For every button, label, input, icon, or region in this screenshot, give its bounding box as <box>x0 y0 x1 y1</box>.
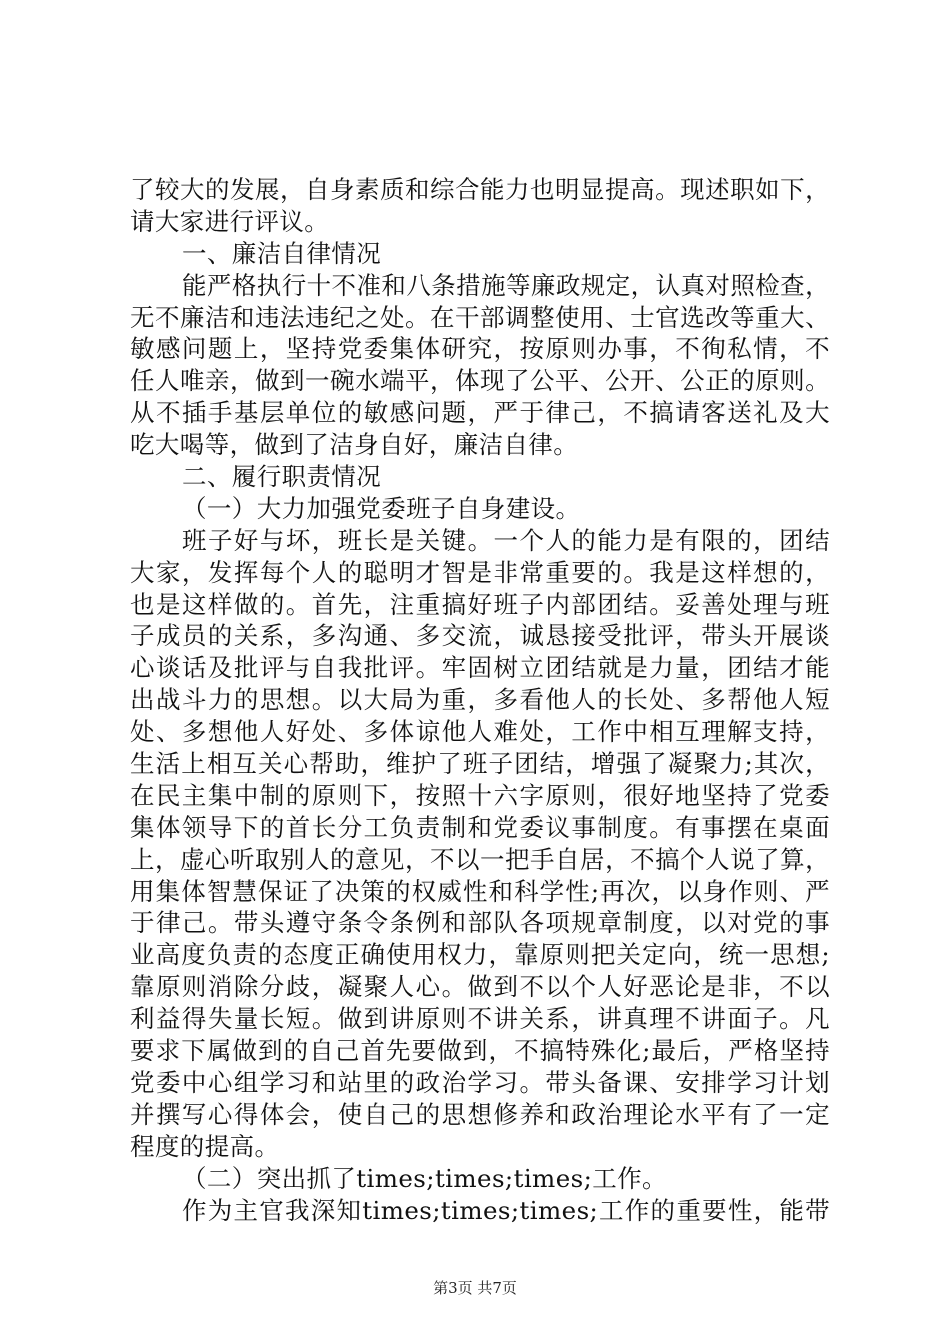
text-line: 心谈话及批评与自我批评。牢固树立团结就是力量，团结才能 <box>130 653 830 683</box>
text-line: 上，虚心听取别人的意见，不以一把手自居，不搞个人说了算， <box>130 844 830 874</box>
text-line: 作为主官我深知times;times;times;工作的重要性，能带 <box>182 1195 830 1225</box>
text-line: 大家，发挥每个人的聪明才智是非常重要的。我是这样想的， <box>130 557 830 587</box>
text-line: 处、多想他人好处、多体谅他人难处，工作中相互理解支持， <box>130 717 830 747</box>
text-line: 用集体智慧保证了决策的权威性和科学性;再次，以身作则、严 <box>130 876 830 906</box>
text-line: 于律己。带头遵守条令条例和部队各项规章制度，以对党的事 <box>130 908 830 938</box>
text-line: 生活上相互关心帮助，维护了班子团结，增强了凝聚力;其次， <box>130 749 830 779</box>
text-line: 从不插手基层单位的敏感问题，严于律己，不搞请客送礼及大 <box>130 398 830 428</box>
text-line: 集体领导下的首长分工负责制和党委议事制度。有事摆在桌面 <box>130 812 830 842</box>
text-line: 靠原则消除分歧，凝聚人心。做到不以个人好恶论是非，不以 <box>130 972 830 1002</box>
text-line: 也是这样做的。首先，注重搞好班子内部团结。妥善处理与班 <box>130 589 830 619</box>
text-line: 子成员的关系，多沟通、多交流，诚恳接受批评，带头开展谈 <box>130 621 830 651</box>
text-line: 班子好与坏，班长是关键。一个人的能力是有限的，团结 <box>182 525 830 555</box>
text-line: （二）突出抓了times;times;times;工作。 <box>182 1163 667 1193</box>
text-line: 了较大的发展，自身素质和综合能力也明显提高。现述职如下， <box>130 175 830 204</box>
text-line: 敏感问题上，坚持党委集体研究，按原则办事，不徇私情，不 <box>130 334 830 364</box>
text-line: 一、廉洁自律情况 <box>182 238 382 268</box>
text-line: 任人唯亲，做到一碗水端平，体现了公平、公开、公正的原则。 <box>130 366 830 396</box>
text-line: 业高度负责的态度正确使用权力，靠原则把关定向，统一思想; <box>130 940 830 970</box>
text-line: 在民主集中制的原则下，按照十六字原则，很好地坚持了党委 <box>130 780 830 810</box>
text-line: （一）大力加强党委班子自身建设。 <box>182 493 581 523</box>
text-line: 无不廉洁和违法违纪之处。在干部调整使用、士官选改等重大、 <box>130 302 830 332</box>
text-line: 党委中心组学习和站里的政治学习。带头备课、安排学习计划 <box>130 1067 830 1097</box>
text-line: 并撰写心得体会，使自己的思想修养和政治理论水平有了一定 <box>130 1099 830 1129</box>
page-footer: 第3页 共7页 <box>433 1279 517 1297</box>
text-line: 出战斗力的思想。以大局为重，多看他人的长处、多帮他人短 <box>130 685 830 715</box>
text-line: 要求下属做到的自己首先要做到，不搞特殊化;最后，严格坚持 <box>130 1036 830 1066</box>
document-body <box>130 174 830 1226</box>
text-line: 利益得失量长短。做到讲原则不讲关系，讲真理不讲面子。凡 <box>130 1004 830 1034</box>
text-line: 二、履行职责情况 <box>182 462 382 492</box>
text-line: 请大家进行评议。 <box>130 206 330 236</box>
text-line: 程度的提高。 <box>130 1131 280 1161</box>
text-line: 能严格执行十不准和八条措施等廉政规定，认真对照检查， <box>182 270 830 300</box>
text-line: 吃大喝等，做到了洁身自好，廉洁自律。 <box>130 430 579 460</box>
